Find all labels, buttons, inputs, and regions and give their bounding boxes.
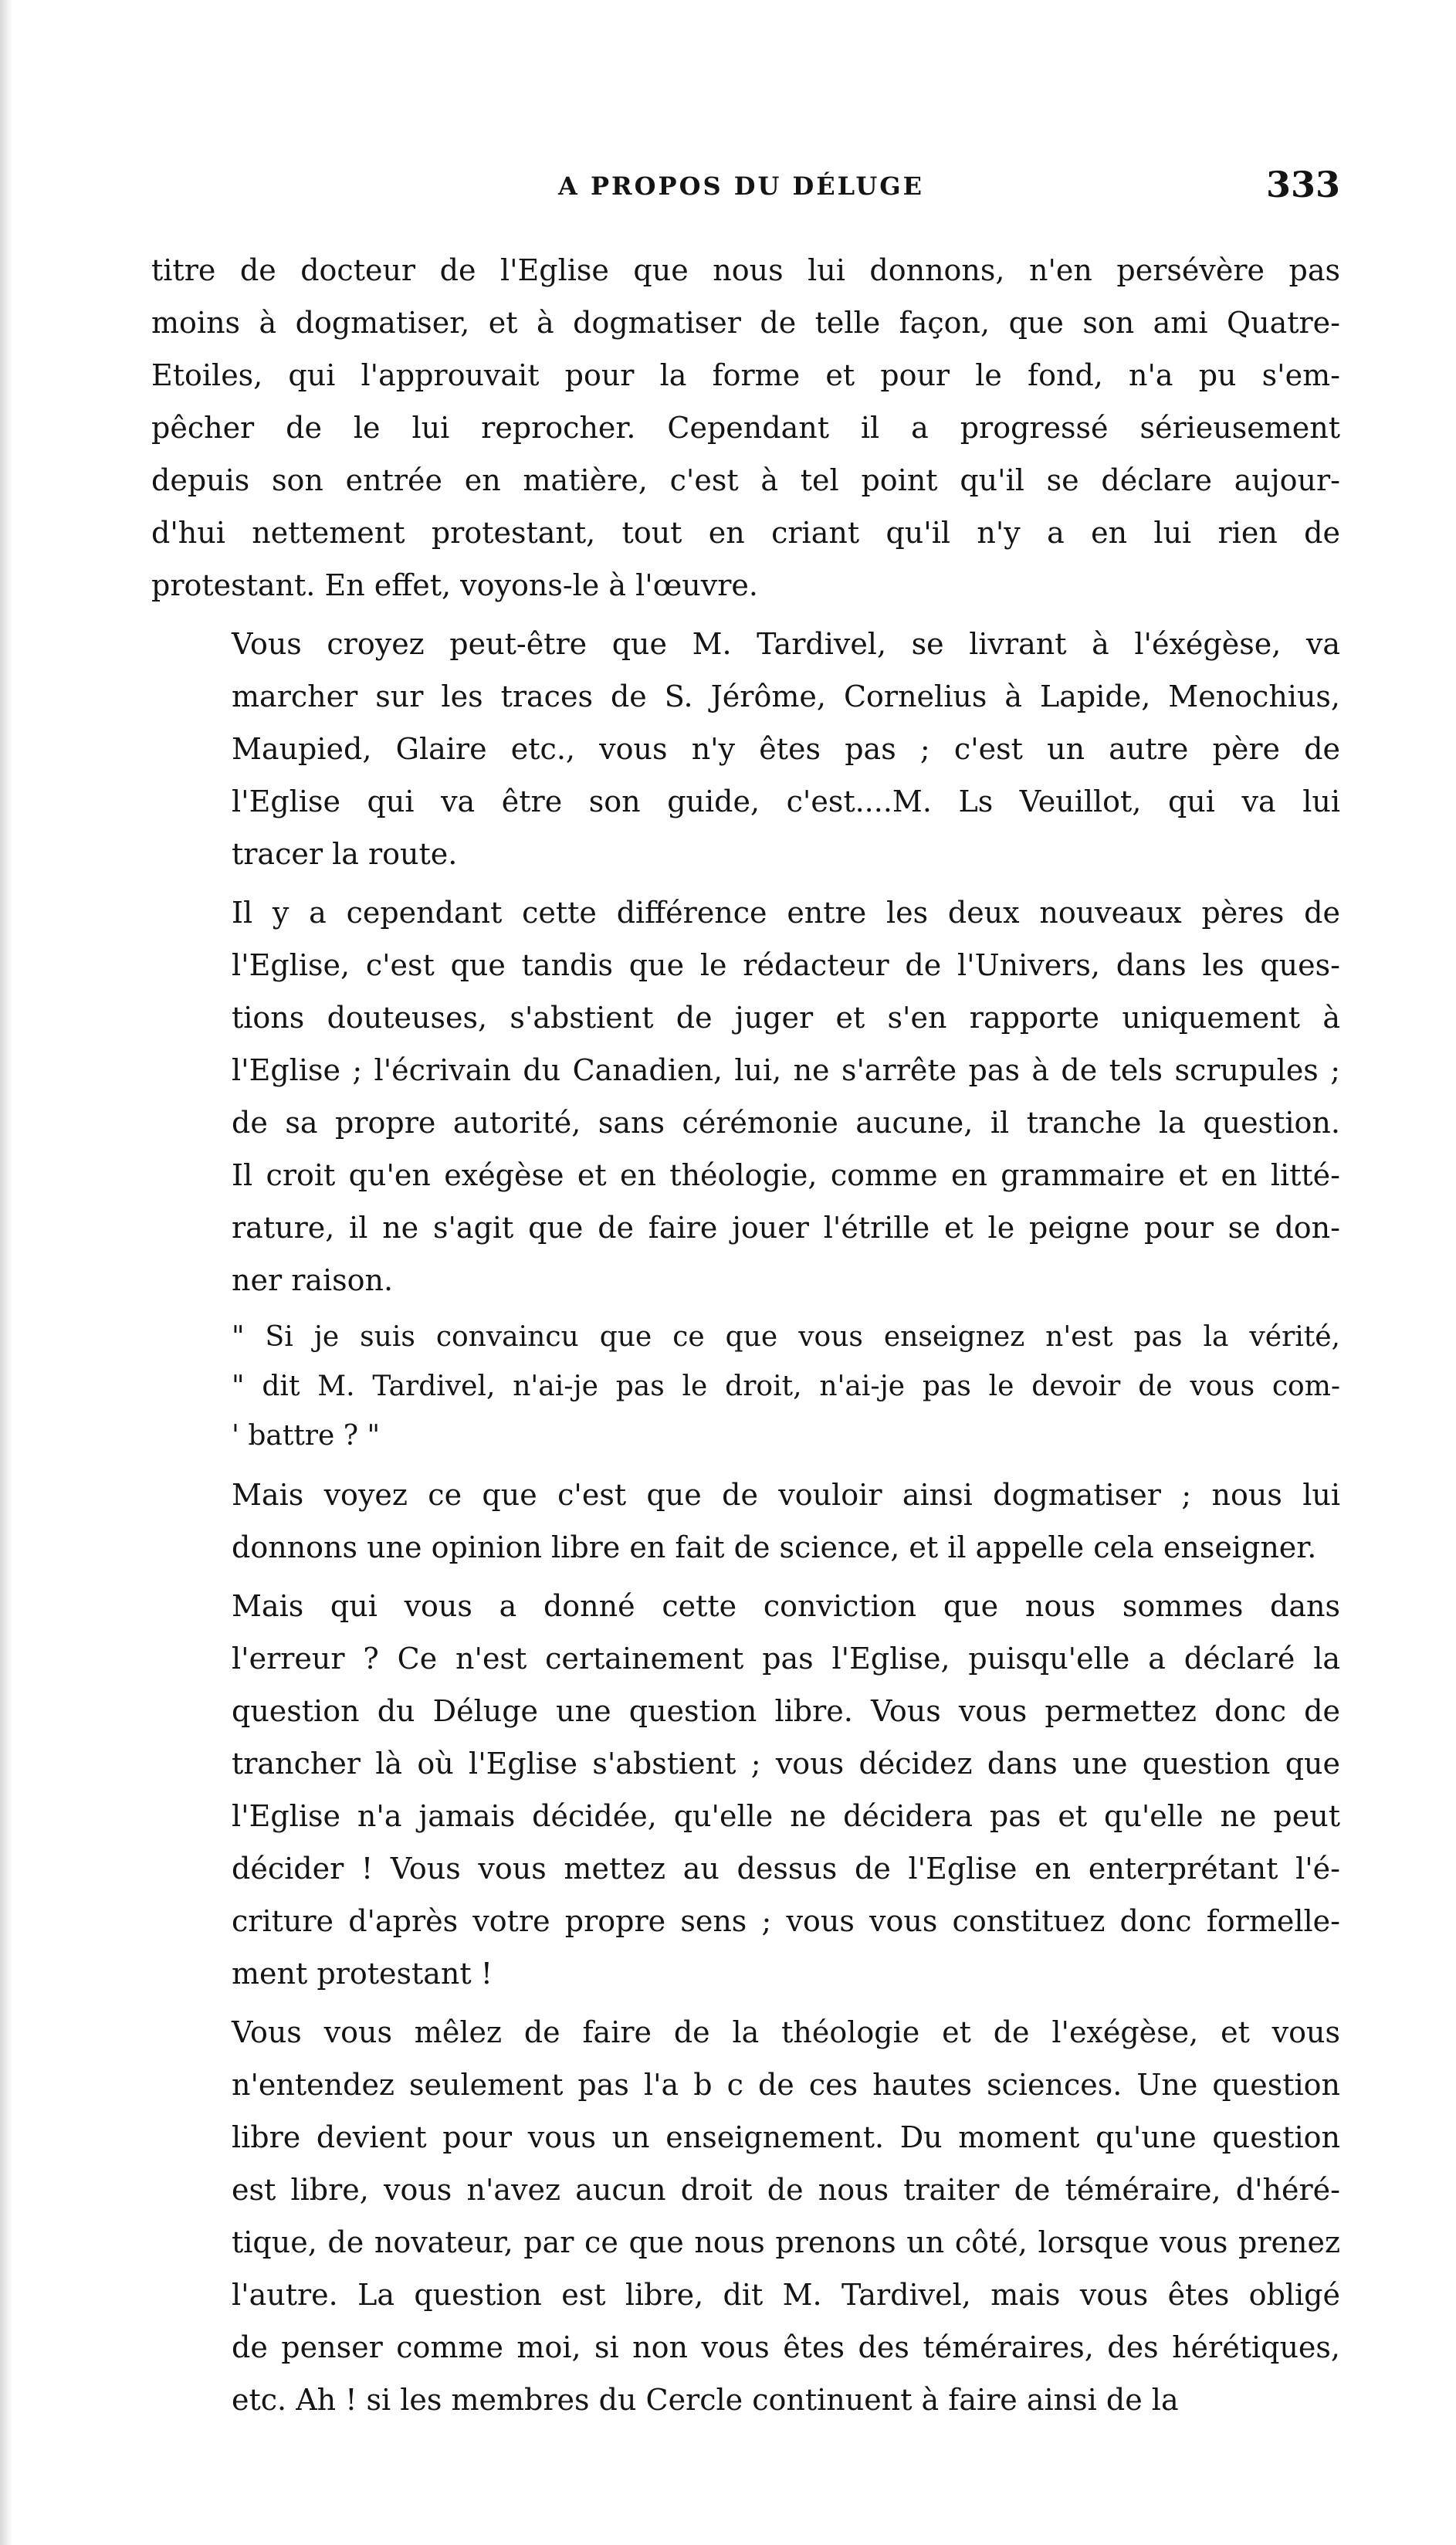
text-line: rature, il ne s'agit que de faire jouer l'étrille et le peigne pour se don- [232,1211,1340,1245]
text-line: titre de docteur de l'Eglise que nous lui donnons, n'en persévère pas [151,253,1340,287]
page-header [151,164,1340,210]
text-line: depuis son entrée en matière, c'est à tel point qu'il se déclare aujour- [151,463,1340,497]
text-line: l'Eglise ; l'écrivain du Canadien, lui, ne s'arrête pas à de tels scrupules ; [232,1053,1340,1087]
text-line: " Si je suis convaincu que ce que vous enseignez n'est pas la vérité, [232,1321,1340,1353]
paragraph [151,886,1340,1306]
text-line: moins à dogmatiser, et à dogmatiser de telle façon, que son ami Quatre- [151,306,1340,340]
text-line: ment protestant ! [232,1957,493,1991]
text-line: libre devient pour vous un enseignement. Du moment qu'une question [232,2120,1340,2154]
text-line: criture d'après votre propre sens ; vous vous constituez donc formelle- [232,1904,1340,1938]
running-head: A PROPOS DU DÉLUGE [558,171,924,201]
text-line: Mais qui vous a donné cette conviction que nous sommes dans [232,1589,1340,1623]
text-line: Vous croyez peut-être que M. Tardivel, se livrant à l'éxégèse, va [232,627,1340,661]
text-line: Il croit qu'en exégèse et en théologie, comme en grammaire et en litté- [232,1158,1340,1192]
body-text [151,244,1340,2432]
text-line: tracer la route. [232,837,458,871]
text-line: l'Eglise qui va être son guide, c'est....M. Ls Veuillot, qui va lui [232,785,1340,818]
paragraph [151,244,1340,612]
text-line: tions douteuses, s'abstient de juger et s'en rapporte uniquement à [232,1001,1340,1035]
text-line: Il y a cependant cette différence entre les deux nouveaux pères de [232,896,1340,930]
page-number: 333 [1265,164,1340,205]
text-line: Maupied, Glaire etc., vous n'y êtes pas ; c'est un autre père de [232,732,1340,766]
text-line: pêcher de le lui reprocher. Cependant il a progressé sérieusement [151,411,1340,445]
text-line: Etoiles, qui l'approuvait pour la forme et pour le fond, n'a pu s'em- [151,358,1340,392]
text-line: l'autre. La question est libre, dit M. Tardivel, mais vous êtes obligé [232,2278,1340,2312]
text-line: question du Déluge une question libre. Vous vous permettez donc de [232,1694,1340,1728]
text-line: marcher sur les traces de S. Jérôme, Cornelius à Lapide, Menochius, [232,679,1340,713]
text-line: de sa propre autorité, sans cérémonie aucune, il tranche la question. [232,1106,1340,1140]
text-line: d'hui nettement protestant, tout en criant qu'il n'y a en lui rien de [151,516,1340,550]
paragraph [151,1580,1340,2000]
text-line: tique, de novateur, par ce que nous prenons un côté, lorsque vous prenez [232,2225,1340,2259]
text-line: n'entendez seulement pas l'a b c de ces hautes sciences. Une question [232,2068,1340,2102]
text-line: Vous vous mêlez de faire de la théologie et de l'exégèse, et vous [232,2015,1340,2049]
text-line: l'Eglise, c'est que tandis que le rédacteur de l'Univers, dans les ques- [232,948,1340,982]
text-line: " dit M. Tardivel, n'ai-je pas le droit, n'ai-je pas le devoir de vous com- [232,1371,1340,1402]
text-line: trancher là où l'Eglise s'abstient ; vous décidez dans une question que [232,1747,1340,1781]
text-line: l'Eglise n'a jamais décidée, qu'elle ne décidera pas et qu'elle ne peut [232,1799,1340,1833]
text-line: ner raison. [232,1263,394,1297]
text-line: donnons une opinion libre en fait de science, et il appelle cela enseigner. [232,1530,1317,1564]
text-line: de penser comme moi, si non vous êtes des téméraires, des hérétiques, [232,2330,1340,2364]
page-edge-shadow [0,0,12,2545]
text-line: ' battre ? " [232,1420,381,1452]
paragraph [151,2006,1340,2426]
text-line: l'erreur ? Ce n'est certainement pas l'Eglise, puisqu'elle a déclaré la [232,1642,1340,1676]
text-line: décider ! Vous vous mettez au dessus de l'Eglise en enterprétant l'é- [232,1852,1340,1886]
text-line: etc. Ah ! si les membres du Cercle continuent à faire ainsi de la [232,2383,1179,2417]
text-line: est libre, vous n'avez aucun droit de nous traiter de téméraire, d'héré- [232,2173,1340,2207]
text-line: protestant. En effet, voyons-le à l'œuvre. [151,568,758,602]
paragraph [151,1469,1340,1574]
quotation-paragraph [151,1313,1340,1461]
text-line: Mais voyez ce que c'est que de vouloir ainsi dogmatiser ; nous lui [232,1478,1340,1512]
paragraph [151,618,1340,880]
